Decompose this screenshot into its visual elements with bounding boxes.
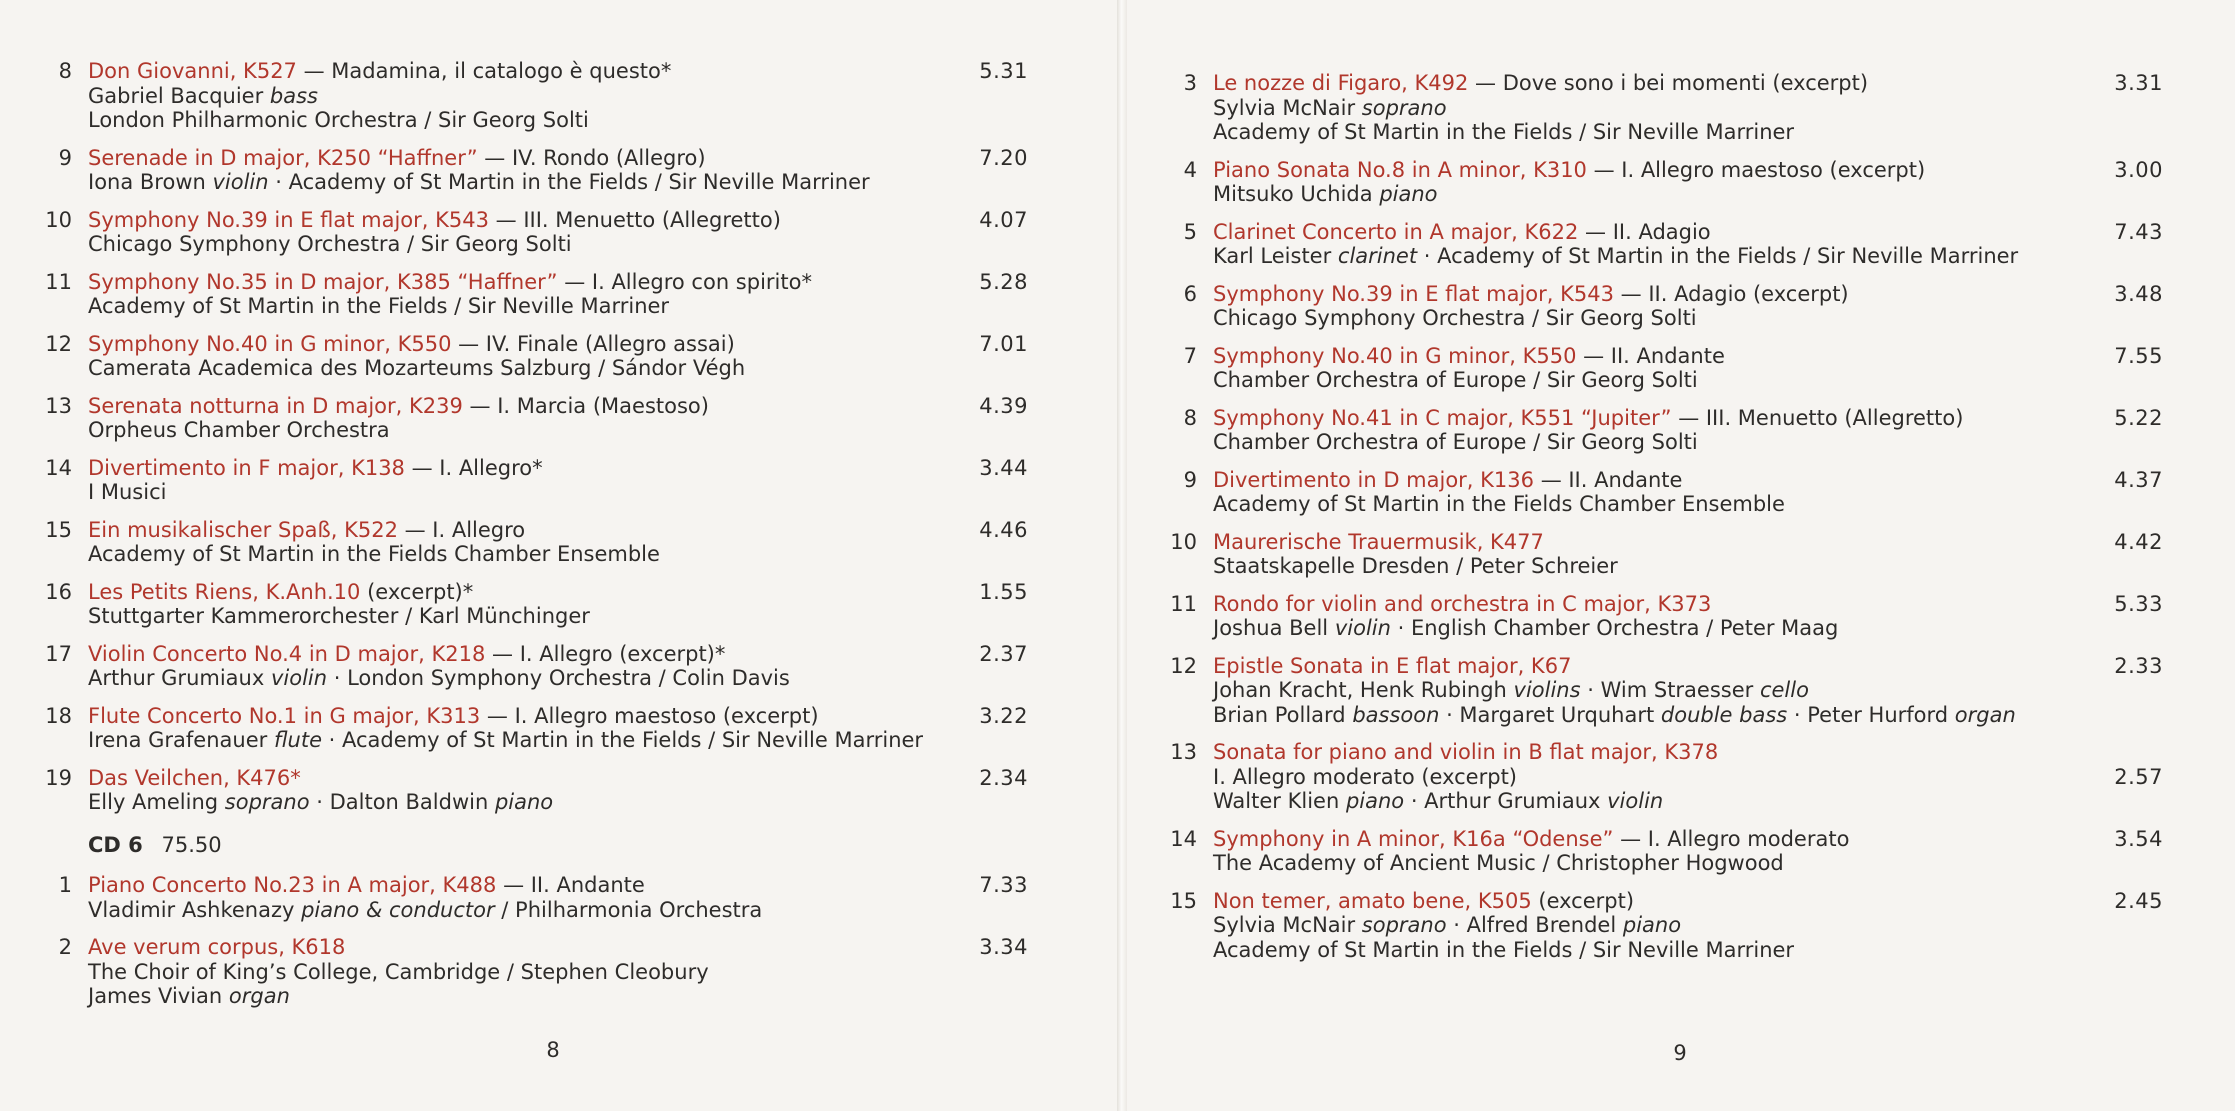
performer-text: · English Chamber Orchestra / Peter Maag <box>1390 616 1839 640</box>
performer-text: · Peter Hurford <box>1787 702 1955 727</box>
track-number: 1 <box>58 873 72 897</box>
left-page <box>0 0 1117 1111</box>
work-title: Das Veilchen, K476* <box>88 765 301 790</box>
work-title: Symphony No.39 in E flat major, K543 <box>88 207 489 232</box>
track-duration: 7.20 <box>979 145 1028 170</box>
track-number: 12 <box>45 331 72 356</box>
performer-text: · Academy of St Martin in the Fields / Sir Neville Marriner <box>1417 244 2019 268</box>
track-item <box>1153 654 2163 728</box>
track-duration: 3.31 <box>2114 71 2163 95</box>
performer-text: Academy of St Martin in the Fields / Sir Neville Marriner <box>88 294 670 318</box>
track-title <box>88 766 1028 791</box>
performer-text: I Musici <box>88 480 167 504</box>
performer-line <box>88 84 1028 109</box>
performer-text: Orpheus Chamber Orchestra <box>88 418 390 442</box>
track-item <box>1153 592 2163 641</box>
track-duration: 3.44 <box>979 455 1028 480</box>
track-number: 5 <box>1183 219 1197 244</box>
track-title <box>1213 592 2163 617</box>
performer-text: Iona Brown <box>88 170 213 194</box>
performer-text: Elly Ameling <box>88 790 225 814</box>
performer-text: · Wim Straesser <box>1580 678 1760 702</box>
movement-detail: — I. Allegro* <box>404 455 543 480</box>
track-number: 11 <box>45 269 72 294</box>
performer-text: Irena Grafenauer <box>88 728 274 752</box>
track-duration: 4.39 <box>979 393 1028 418</box>
right-page <box>1127 0 2235 1111</box>
track-title <box>1213 220 2163 245</box>
track-number: 18 <box>45 703 72 728</box>
track-duration: 2.45 <box>2114 888 2163 913</box>
performer-text: Karl Leister <box>1213 244 1338 268</box>
performer-text: Stuttgarter Kammerorchester / Karl Münchinger <box>88 604 590 628</box>
track-list <box>1153 71 2163 975</box>
track-duration: 4.46 <box>979 517 1028 542</box>
movement-detail: — Dove sono i bei momenti (excerpt) <box>1468 71 1869 95</box>
track-item <box>28 935 1028 1009</box>
track-number: 7 <box>1183 343 1197 368</box>
track-item <box>1153 889 2163 963</box>
movement-detail: — II. Adagio <box>1578 219 1711 244</box>
track-duration: 5.28 <box>979 269 1028 294</box>
track-title <box>88 580 1028 605</box>
track-title <box>88 873 1028 898</box>
cd-heading <box>88 833 222 857</box>
track-title <box>88 332 1028 357</box>
performer-text: Vladimir Ashkenazy <box>88 897 302 922</box>
work-title: Divertimento in D major, K136 <box>1213 467 1535 492</box>
work-title: Les Petits Riens, K.Anh.10 <box>88 579 361 604</box>
track-number: 14 <box>45 455 72 480</box>
track-duration: 3.00 <box>2114 157 2163 182</box>
track-item <box>28 270 1028 319</box>
performer-line <box>1213 120 2163 145</box>
performer-text: Arthur Grumiaux <box>88 666 271 690</box>
instrument-role: violin <box>212 170 269 194</box>
track-title <box>88 394 1028 419</box>
work-title: Non temer, amato bene, K505 <box>1213 888 1532 913</box>
performer-text: Walter Klien <box>1213 789 1346 813</box>
work-title: Symphony No.40 in G minor, K550 <box>88 331 452 356</box>
performer-line <box>88 898 1028 923</box>
track-title <box>1213 344 2163 369</box>
instrument-role: piano <box>1379 182 1438 206</box>
track-duration: 4.37 <box>2114 467 2163 492</box>
performer-line <box>1213 306 2163 331</box>
track-duration: 3.22 <box>979 703 1028 728</box>
performer-text: Sylvia McNair <box>1213 913 1362 937</box>
cd-label: CD 6 <box>88 833 143 857</box>
performer-line <box>88 542 1028 567</box>
track-duration: 5.22 <box>2114 405 2163 430</box>
performer-text: · Margaret Urquhart <box>1439 702 1661 727</box>
track-duration: 5.31 <box>979 59 1028 83</box>
performer-text: Brian Pollard <box>1213 702 1353 727</box>
performer-text: London Philharmonic Orchestra / Sir Georg Solti <box>88 108 589 132</box>
cd6-track-list <box>28 873 1028 1022</box>
instrument-role: organ <box>1954 702 2016 727</box>
track-title <box>1213 654 2163 679</box>
movement-detail: (excerpt) <box>1531 888 1635 913</box>
performer-text: · London Symphony Orchestra / Colin Davis <box>327 666 790 690</box>
track-duration: 7.43 <box>2114 219 2163 244</box>
work-title: Symphony No.41 in C major, K551 “Jupiter” <box>1213 405 1672 430</box>
instrument-role: piano & conductor <box>301 897 495 922</box>
track-item <box>28 873 1028 922</box>
movement-detail: — IV. Finale (Allegro assai) <box>451 331 735 356</box>
track-title <box>1213 889 2163 914</box>
instrument-role: soprano <box>224 790 310 814</box>
performer-line <box>88 356 1028 381</box>
movement-detail: — III. Menuetto (Allegretto) <box>489 207 781 232</box>
performer-text: Chamber Orchestra of Europe / Sir Georg Solti <box>1213 368 1698 392</box>
performer-line <box>88 984 1028 1009</box>
track-number: 4 <box>1183 157 1197 182</box>
track-item <box>28 332 1028 381</box>
work-title: Ave verum corpus, K618 <box>88 935 346 959</box>
movement-detail: — II. Andante <box>1534 467 1683 492</box>
track-duration: 5.33 <box>2114 591 2163 616</box>
performer-line <box>88 232 1028 257</box>
work-title: Flute Concerto No.1 in G major, K313 <box>88 703 481 728</box>
performer-text: · Arthur Grumiaux <box>1404 789 1608 813</box>
track-duration: 7.01 <box>979 331 1028 356</box>
work-title: Rondo for violin and orchestra in C major, K373 <box>1213 591 1712 616</box>
performer-text: Johan Kracht, Henk Rubingh <box>1213 678 1514 702</box>
performer-line <box>88 108 1028 133</box>
track-duration: 7.33 <box>979 873 1028 897</box>
instrument-role: soprano <box>1361 95 1447 120</box>
work-title: Sonata for piano and violin in B flat major, K378 <box>1213 740 1719 764</box>
performer-line <box>1213 789 2163 814</box>
instrument-role: cello <box>1759 678 1809 702</box>
track-item <box>1153 530 2163 579</box>
track-item <box>28 518 1028 567</box>
track-item <box>1153 220 2163 269</box>
track-item <box>1153 740 2163 814</box>
performer-text: · Alfred Brendel <box>1446 913 1623 937</box>
instrument-role: violins <box>1513 678 1581 702</box>
work-title: Le nozze di Figaro, K492 <box>1213 71 1469 95</box>
movement-detail: — I. Allegro moderato <box>1613 826 1850 851</box>
work-title: Piano Concerto No.23 in A major, K488 <box>88 873 497 897</box>
performer-line <box>1213 938 2163 963</box>
track-title <box>88 208 1028 233</box>
work-title: Violin Concerto No.4 in D major, K218 <box>88 641 486 666</box>
instrument-role: violin <box>1334 616 1391 640</box>
track-duration: 3.54 <box>2114 826 2163 851</box>
track-duration: 1.55 <box>979 579 1028 604</box>
track-duration: 3.34 <box>979 935 1028 959</box>
instrument-role: violin <box>1607 789 1664 813</box>
performer-text: James Vivian <box>88 984 229 1008</box>
track-number: 13 <box>1170 740 1197 764</box>
performer-line <box>1213 244 2163 269</box>
track-item <box>28 580 1028 629</box>
performer-line <box>88 418 1028 443</box>
performer-text: Gabriel Bacquier <box>88 83 270 108</box>
performer-text: Academy of St Martin in the Fields Chamber Ensemble <box>1213 492 1785 516</box>
track-number: 10 <box>45 207 72 232</box>
track-duration: 7.55 <box>2114 343 2163 368</box>
instrument-role: bassoon <box>1352 702 1440 727</box>
track-number: 14 <box>1170 826 1197 851</box>
track-title <box>1213 827 2163 852</box>
performer-text: Staatskapelle Dresden / Peter Schreier <box>1213 554 1618 578</box>
performer-line <box>88 294 1028 319</box>
performer-text: Mitsuko Uchida <box>1213 182 1380 206</box>
performer-text: · Academy of St Martin in the Fields / Sir Neville Marriner <box>268 170 870 194</box>
performer-text: / Philharmonia Orchestra <box>494 897 763 922</box>
movement-detail: — III. Menuetto (Allegretto) <box>1671 405 1964 430</box>
movement-detail: — I. Marcia (Maestoso) <box>462 393 709 418</box>
performer-line <box>1213 96 2163 121</box>
track-item <box>1153 71 2163 145</box>
performer-text: Academy of St Martin in the Fields / Sir Neville Marriner <box>1213 937 1795 962</box>
track-title <box>88 935 1028 960</box>
track-item <box>28 146 1028 195</box>
performer-line <box>1213 851 2163 876</box>
track-number: 15 <box>1170 888 1197 913</box>
track-item <box>28 704 1028 753</box>
performer-text: Camerata Academica des Mozarteums Salzburg / Sándor Végh <box>88 356 746 380</box>
track-number: 15 <box>45 517 72 542</box>
track-number: 8 <box>1183 405 1197 430</box>
performer-text: The Choir of King’s College, Cambridge / Stephen Cleobury <box>88 959 709 984</box>
work-title: Symphony in A minor, K16a “Odense” <box>1213 826 1614 851</box>
track-item <box>1153 282 2163 331</box>
cd-total-duration: 75.50 <box>161 833 222 857</box>
performer-text: Sylvia McNair <box>1213 95 1362 120</box>
track-item <box>28 456 1028 505</box>
performer-line <box>1213 703 2163 728</box>
track-number: 9 <box>1183 467 1197 492</box>
movement-detail: — I. Allegro <box>397 517 526 542</box>
track-number: 11 <box>1170 591 1197 616</box>
track-number: 9 <box>58 145 72 170</box>
performer-line <box>88 728 1028 753</box>
work-title: Serenade in D major, K250 “Haffner” <box>88 145 478 170</box>
track-title <box>1213 468 2163 493</box>
movement-detail: — I. Allegro (excerpt)* <box>485 641 726 666</box>
performer-line <box>1213 765 2163 790</box>
track-number: 6 <box>1183 281 1197 306</box>
instrument-role: bass <box>269 83 318 108</box>
track-item <box>1153 158 2163 207</box>
track-title <box>88 59 1028 84</box>
track-duration: 3.48 <box>2114 281 2163 306</box>
work-title: Clarinet Concerto in A major, K622 <box>1213 219 1579 244</box>
performer-text: Chicago Symphony Orchestra / Sir Georg Solti <box>1213 306 1697 330</box>
performer-line <box>88 666 1028 691</box>
track-list <box>28 59 1028 828</box>
performer-text: Chamber Orchestra of Europe / Sir Georg Solti <box>1213 430 1698 454</box>
work-title: Divertimento in F major, K138 <box>88 455 405 480</box>
work-title: Symphony No.40 in G minor, K550 <box>1213 343 1577 368</box>
performer-text: Academy of St Martin in the Fields Chamber Ensemble <box>88 542 660 566</box>
instrument-role: soprano <box>1361 913 1447 937</box>
track-number: 8 <box>58 59 72 83</box>
performer-line <box>88 480 1028 505</box>
track-title <box>1213 71 2163 96</box>
instrument-role: violin <box>270 666 328 690</box>
movement-detail: — II. Andante <box>496 873 645 897</box>
track-duration: 2.37 <box>979 641 1028 666</box>
track-number: 12 <box>1170 653 1197 678</box>
spine-gutter <box>1117 0 1127 1111</box>
page-number: 8 <box>546 1038 560 1062</box>
work-title: Piano Sonata No.8 in A minor, K310 <box>1213 157 1587 182</box>
performer-line <box>88 960 1028 985</box>
movement-detail: — IV. Rondo (Allegro) <box>477 145 706 170</box>
track-title <box>88 456 1028 481</box>
movement-detail: — II. Andante <box>1576 343 1725 368</box>
track-item <box>28 394 1028 443</box>
track-number: 10 <box>1170 529 1197 554</box>
page-number: 9 <box>1673 1041 1687 1065</box>
track-number: 17 <box>45 641 72 666</box>
work-title: Maurerische Trauermusik, K477 <box>1213 529 1544 554</box>
track-title <box>88 518 1028 543</box>
track-title <box>1213 530 2163 555</box>
movement-detail: — I. Allegro maestoso (excerpt) <box>480 703 819 728</box>
movement-detail: — I. Allegro maestoso (excerpt) <box>1586 157 1926 182</box>
track-title <box>1213 158 2163 183</box>
instrument-role: double bass <box>1660 702 1788 727</box>
track-item <box>28 766 1028 815</box>
track-item <box>28 642 1028 691</box>
track-duration: 4.42 <box>2114 529 2163 554</box>
track-item <box>1153 827 2163 876</box>
instrument-role: flute <box>273 728 322 752</box>
track-title <box>1213 406 2163 431</box>
performer-line <box>88 604 1028 629</box>
performer-line <box>1213 678 2163 703</box>
performer-line <box>1213 430 2163 455</box>
performer-line <box>88 790 1028 815</box>
work-title: Ein musikalischer Spaß, K522 <box>88 517 398 542</box>
track-number: 19 <box>45 765 72 790</box>
track-number: 13 <box>45 393 72 418</box>
performer-text: · Academy of St Martin in the Fields / Sir Neville Marriner <box>321 728 924 752</box>
performer-text: I. Allegro moderato (excerpt) <box>1213 764 1517 789</box>
track-number: 3 <box>1183 71 1197 95</box>
track-item <box>1153 468 2163 517</box>
instrument-role: piano <box>1345 789 1405 813</box>
performer-line <box>88 170 1028 195</box>
track-item <box>28 59 1028 133</box>
track-duration: 2.34 <box>979 765 1028 790</box>
movement-detail: (excerpt)* <box>360 579 474 604</box>
movement-detail: — I. Allegro con spirito* <box>557 269 812 294</box>
movement-detail: — Madamina, il catalogo è questo* <box>296 59 672 83</box>
performer-line <box>1213 913 2163 938</box>
work-title: Epistle Sonata in E flat major, K67 <box>1213 653 1572 678</box>
track-item <box>28 208 1028 257</box>
instrument-role: piano <box>1622 913 1682 937</box>
instrument-role: clarinet <box>1337 244 1418 268</box>
track-number: 16 <box>45 579 72 604</box>
track-item <box>1153 344 2163 393</box>
performer-line <box>1213 368 2163 393</box>
work-title: Symphony No.39 in E flat major, K543 <box>1213 281 1614 306</box>
performer-line <box>1213 182 2163 207</box>
performer-text: Academy of St Martin in the Fields / Sir Neville Marriner <box>1213 120 1795 144</box>
work-title: Symphony No.35 in D major, K385 “Haffner” <box>88 269 558 294</box>
performer-line <box>1213 616 2163 641</box>
track-title <box>1213 740 2163 765</box>
performer-text: · Dalton Baldwin <box>309 790 495 814</box>
track-number: 2 <box>58 935 72 959</box>
track-item <box>1153 406 2163 455</box>
performer-text: The Academy of Ancient Music / Christopher Hogwood <box>1213 851 1784 875</box>
performer-line <box>1213 492 2163 517</box>
work-title: Serenata notturna in D major, K239 <box>88 393 463 418</box>
track-title <box>88 270 1028 295</box>
instrument-role: piano <box>494 790 554 814</box>
track-title <box>88 642 1028 667</box>
performer-text: Joshua Bell <box>1213 616 1335 640</box>
work-title: Don Giovanni, K527 <box>88 59 297 83</box>
track-title <box>88 146 1028 171</box>
movement-detail: — II. Adagio (excerpt) <box>1614 281 1849 306</box>
track-duration: 2.33 <box>2114 653 2163 678</box>
track-title <box>88 704 1028 729</box>
performer-text: Chicago Symphony Orchestra / Sir Georg Solti <box>88 232 572 256</box>
track-title <box>1213 282 2163 307</box>
track-duration: 4.07 <box>979 207 1028 232</box>
instrument-role: organ <box>228 984 290 1008</box>
performer-line <box>1213 554 2163 579</box>
track-duration: 2.57 <box>2114 764 2163 789</box>
